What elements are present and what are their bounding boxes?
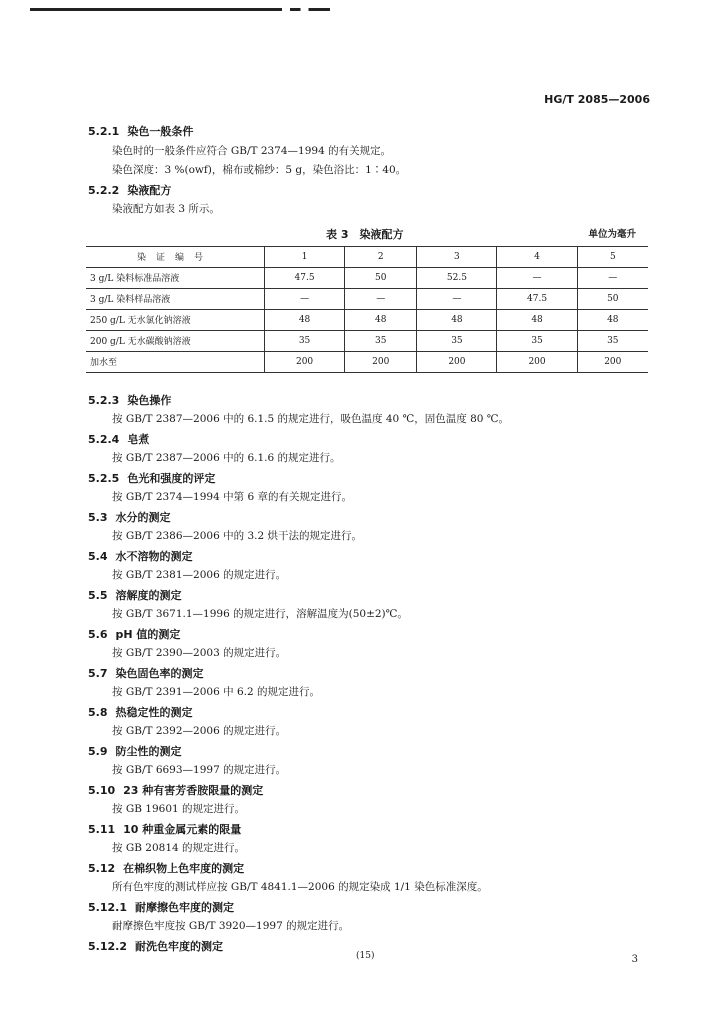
section-paragraph: 按 GB 20814 的规定进行。 bbox=[112, 842, 246, 854]
table-cell: 35 bbox=[417, 330, 497, 351]
section-heading bbox=[88, 664, 648, 684]
section-paragraph: 按 GB/T 2381—2006 的规定进行。 bbox=[112, 569, 287, 581]
table-row-label: 加水至 bbox=[86, 351, 265, 372]
table-row-label: 3 g/L 染料标准品溶液 bbox=[86, 267, 265, 288]
table-cell: 35 bbox=[577, 330, 648, 351]
section-number: 5.12.1 bbox=[88, 900, 127, 914]
table-cell: 200 bbox=[577, 351, 648, 372]
table-cell: 200 bbox=[497, 351, 577, 372]
table-row-label: 250 g/L 无水氯化钠溶液 bbox=[86, 309, 265, 330]
table-cell: 48 bbox=[345, 309, 417, 330]
table-column-header: 2 bbox=[345, 246, 417, 267]
section-title: 防尘性的测定 bbox=[115, 744, 182, 758]
section-paragraph: 按 GB/T 2392—2006 的规定进行。 bbox=[112, 725, 287, 737]
section-number: 5.9 bbox=[88, 744, 108, 758]
section-paragraph: 按 GB/T 2390—2003 的规定进行。 bbox=[112, 647, 287, 659]
section-paragraph: 按 GB/T 2374—1994 中第 6 章的有关规定进行。 bbox=[112, 491, 352, 503]
document-code: HG/T 2085—2006 bbox=[544, 93, 650, 106]
section-number: 5.5 bbox=[88, 588, 108, 602]
section-paragraph: 耐摩擦色牢度按 GB/T 3920—1997 的规定进行。 bbox=[112, 920, 350, 932]
section-paragraph: 染液配方如表 3 所示。 bbox=[112, 203, 220, 215]
section-number: 5.8 bbox=[88, 705, 108, 719]
section-paragraph: 按 GB 19601 的规定进行。 bbox=[112, 803, 246, 815]
section-number: 5.7 bbox=[88, 666, 108, 680]
table-cell: 48 bbox=[417, 309, 497, 330]
table-column-header: 1 bbox=[265, 246, 345, 267]
section-title: 溶解度的测定 bbox=[115, 588, 182, 602]
table-row bbox=[86, 309, 648, 330]
section-heading bbox=[88, 391, 648, 411]
section-title: 染色操作 bbox=[127, 393, 172, 407]
section-paragraph: 按 GB/T 2387—2006 中的 6.1.6 的规定进行。 bbox=[112, 452, 341, 464]
table-row bbox=[86, 288, 648, 309]
dye-recipe-table bbox=[86, 246, 648, 373]
section-heading bbox=[88, 586, 648, 606]
section-number: 5.12.2 bbox=[88, 939, 127, 953]
table-cell: — bbox=[577, 267, 648, 288]
table-body bbox=[86, 267, 648, 372]
table-cell: — bbox=[417, 288, 497, 309]
table-cell: 47.5 bbox=[497, 288, 577, 309]
section-title: 10 种重金属元素的限量 bbox=[123, 822, 242, 836]
section-title: 染液配方 bbox=[127, 183, 172, 197]
section-heading bbox=[88, 781, 648, 801]
document-body bbox=[88, 122, 648, 956]
section-paragraph: 按 GB/T 3671.1—1996 的规定进行，溶解温度为(50±2)℃。 bbox=[112, 608, 408, 620]
table-row-label: 3 g/L 染料样品溶液 bbox=[86, 288, 265, 309]
table-cell: 50 bbox=[577, 288, 648, 309]
section-heading bbox=[88, 820, 648, 840]
section-heading bbox=[88, 181, 648, 201]
section-paragraph: 所有色牢度的测试样应按 GB/T 4841.1—2006 的规定染成 1/1 染色标准深度。 bbox=[112, 881, 488, 893]
table-row bbox=[86, 330, 648, 351]
table-cell: — bbox=[497, 267, 577, 288]
section-number: 5.2.2 bbox=[88, 183, 120, 197]
table-caption bbox=[88, 224, 648, 246]
section-number: 5.11 bbox=[88, 822, 116, 836]
section-heading bbox=[88, 430, 648, 450]
table-title: 表 3 染液配方 bbox=[326, 227, 404, 241]
table-column-header: 4 bbox=[497, 246, 577, 267]
table-row bbox=[86, 351, 648, 372]
section-number: 5.4 bbox=[88, 549, 108, 563]
section-number: 5.2.1 bbox=[88, 125, 120, 138]
section-number: 5.2.5 bbox=[88, 471, 120, 485]
table-column-header: 3 bbox=[417, 246, 497, 267]
section-paragraph: 按 GB/T 2387—2006 中的 6.1.5 的规定进行，吸色温度 40 ℃，固色温度 80 ℃。 bbox=[112, 413, 510, 425]
section-heading bbox=[88, 547, 648, 567]
table-column-header: 5 bbox=[577, 246, 648, 267]
sections-after-table bbox=[88, 391, 648, 957]
section-number: 5.2.3 bbox=[88, 393, 120, 407]
section-title: pH 值的测定 bbox=[115, 627, 181, 641]
table-cell: 35 bbox=[345, 330, 417, 351]
table-cell: 200 bbox=[345, 351, 417, 372]
table-cell: — bbox=[265, 288, 345, 309]
section-number: 5.10 bbox=[88, 783, 116, 797]
section-heading bbox=[88, 703, 648, 723]
page-number: 3 bbox=[631, 954, 638, 965]
section-heading bbox=[88, 508, 648, 528]
section-heading bbox=[88, 625, 648, 645]
table-cell: 50 bbox=[345, 267, 417, 288]
section-heading bbox=[88, 742, 648, 762]
sections-before-table bbox=[88, 122, 648, 220]
table-cell: 52.5 bbox=[417, 267, 497, 288]
section-heading bbox=[88, 469, 648, 489]
section-title: 23 种有害芳香胺限量的测定 bbox=[123, 783, 264, 797]
table-row-label: 200 g/L 无水碳酸钠溶液 bbox=[86, 330, 265, 351]
section-heading bbox=[88, 859, 648, 879]
table-cell: 48 bbox=[497, 309, 577, 330]
table-row bbox=[86, 267, 648, 288]
section-number: 5.6 bbox=[88, 627, 108, 641]
section-title: 耐洗色牢度的测定 bbox=[134, 939, 223, 953]
page-marker: (15) bbox=[356, 951, 375, 961]
section-heading bbox=[88, 122, 648, 142]
table-cell: 35 bbox=[265, 330, 345, 351]
section-number: 5.2.4 bbox=[88, 432, 120, 446]
section-paragraph: 染色深度：3 %(owf)，棉布或棉纱：5 g，染色浴比：1∶40。 bbox=[112, 164, 407, 176]
table-cell: 48 bbox=[577, 309, 648, 330]
section-title: 水分的测定 bbox=[115, 510, 171, 524]
section-title: 皂煮 bbox=[127, 432, 150, 446]
table-cell: 200 bbox=[265, 351, 345, 372]
table-cell: 47.5 bbox=[265, 267, 345, 288]
section-paragraph: 染色时的一般条件应符合 GB/T 2374—1994 的有关规定。 bbox=[112, 144, 392, 157]
section-paragraph: 按 GB/T 6693—1997 的规定进行。 bbox=[112, 764, 287, 776]
section-title: 耐摩擦色牢度的测定 bbox=[134, 900, 234, 914]
section-title: 染色一般条件 bbox=[127, 125, 194, 138]
section-number: 5.12 bbox=[88, 861, 116, 875]
table-cell: 35 bbox=[497, 330, 577, 351]
section-title: 水不溶物的测定 bbox=[115, 549, 193, 563]
table-cell: — bbox=[345, 288, 417, 309]
table-cell: 200 bbox=[417, 351, 497, 372]
section-title: 染色固色率的测定 bbox=[115, 666, 204, 680]
section-title: 色光和强度的评定 bbox=[127, 471, 216, 485]
top-rule bbox=[30, 8, 330, 15]
section-number: 5.3 bbox=[88, 510, 108, 524]
section-title: 热稳定性的测定 bbox=[115, 705, 193, 719]
table-label-header: 染证编号 bbox=[86, 246, 265, 267]
table-unit: 单位为毫升 bbox=[588, 228, 636, 240]
section-paragraph: 按 GB/T 2391—2006 中 6.2 的规定进行。 bbox=[112, 686, 320, 698]
section-paragraph: 按 GB/T 2386—2006 中的 3.2 烘干法的规定进行。 bbox=[112, 530, 362, 542]
section-heading bbox=[88, 898, 648, 918]
table-header-row bbox=[86, 246, 648, 267]
section-title: 在棉织物上色牢度的测定 bbox=[123, 861, 245, 875]
table-cell: 48 bbox=[265, 309, 345, 330]
